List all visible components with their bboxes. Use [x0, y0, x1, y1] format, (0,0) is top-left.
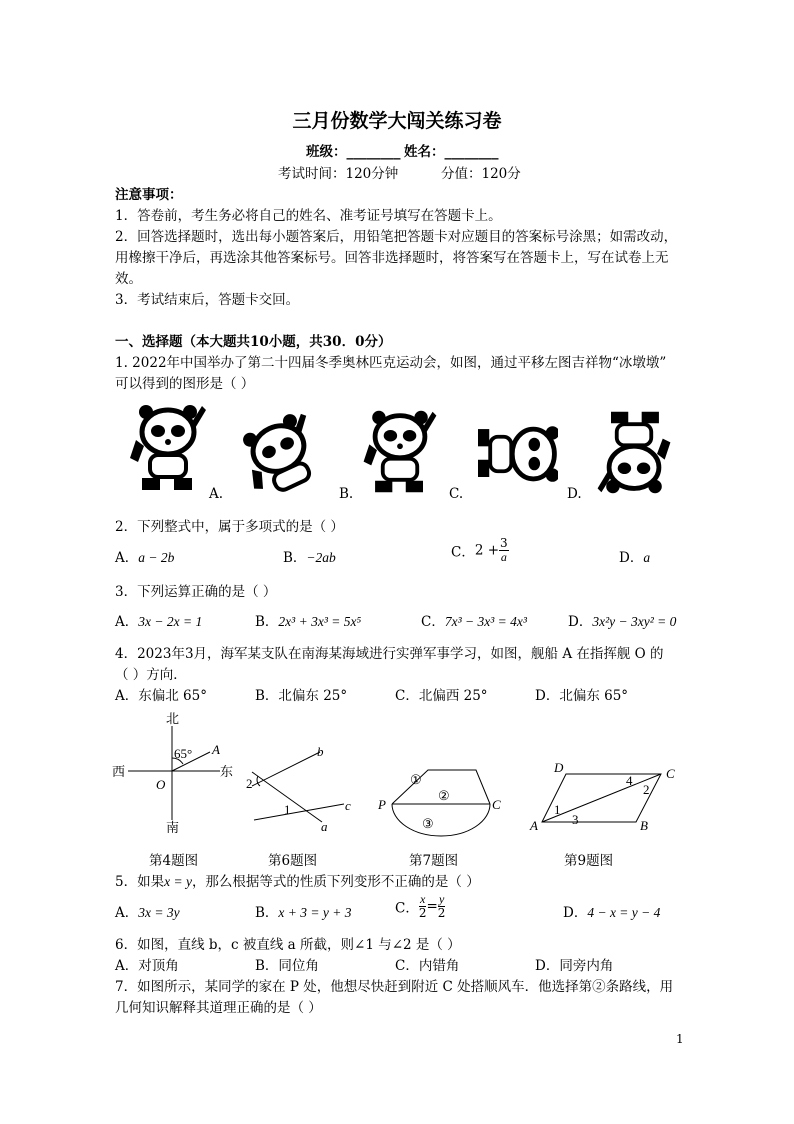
fig7-route-1: ① [410, 772, 422, 787]
note-item-2-line3: 效。 [115, 271, 142, 287]
fig4-south: 南 [166, 820, 180, 835]
fig4-origin: O [156, 777, 166, 792]
q3-option-c[interactable]: C．7x³ − 3x³ = 4x³ [421, 614, 527, 630]
q4-option-c[interactable]: C．北偏西 25° [395, 688, 488, 704]
q2-option-a[interactable]: A．a − 2b [115, 550, 175, 566]
note-item-3: 3．考试结束后，答题卡交回。 [115, 292, 300, 308]
q6-option-c[interactable]: C．内错角 [395, 958, 460, 974]
q6-option-a[interactable]: A．对顶角 [115, 958, 179, 974]
notes-heading: 注意事项： [115, 187, 183, 203]
q7-stem-line2: 几何知识解释其道理正确的是（ ） [115, 1000, 322, 1016]
fig4-angle: 65° [174, 746, 193, 761]
exam-score: 分值：120分 [441, 166, 521, 182]
figure-9-caption: 第9题图 [564, 853, 614, 869]
figure-7-routes [372, 762, 512, 840]
figure-6-caption: 第6题图 [268, 853, 318, 869]
q6-option-b[interactable]: B．同位角 [255, 958, 319, 974]
panda-option-a-image [236, 408, 326, 500]
name-field: 姓名：________ [404, 144, 499, 160]
fig6-angle-1: 1 [284, 802, 291, 817]
fig4-east: 东 [220, 764, 234, 779]
figure-4-caption: 第4题图 [149, 853, 199, 869]
fig4-point-a: A [212, 742, 220, 757]
panda-option-c-image [478, 408, 558, 500]
q1-stem-line2: 可以得到的图形是（ ） [115, 376, 255, 392]
q7-stem-line1: 7．如图所示，某同学的家在 P 处，他想尽快赶到附近 C 处搭顺风车．他选择第②条路线，用 [115, 979, 674, 995]
q5-stem: 5．如果x = y，那么根据等式的性质下列变形不正确的是（ ） [115, 874, 480, 890]
panda-original-image [128, 400, 208, 496]
q3-option-a[interactable]: A．3x − 2x = 1 [115, 614, 203, 630]
q1-option-c[interactable]: C. [449, 486, 464, 502]
q1-option-b[interactable]: B. [339, 486, 354, 502]
q6-option-d[interactable]: D．同旁内角 [535, 958, 614, 974]
note-item-2-line1: 2．回答选择题时，选出每小题答案后，用铅笔把答题卡对应题目的答案标号涂黑；如需改动， [115, 229, 678, 245]
fig6-line-c: c [345, 798, 351, 813]
fig9-point-d: D [554, 762, 564, 775]
fig9-angle-3: 3 [572, 812, 579, 827]
q3-option-d[interactable]: D．3x²y − 3xy² = 0 [568, 614, 677, 630]
fig4-north: 北 [166, 711, 180, 726]
q2-stem: 2．下列整式中，属于多项式的是（ ） [115, 519, 344, 535]
fig9-angle-1: 1 [554, 802, 561, 817]
q1-stem-line1: 1. 2022年中国举办了第二十四届冬季奥林匹克运动会，如图，通过平移左图吉祥物“冰墩墩” [115, 355, 667, 371]
q5-option-b[interactable]: B．x + 3 = y + 3 [255, 905, 352, 921]
page-title: 三月份数学大闯关练习卷 [292, 110, 502, 132]
figure-4-compass [110, 708, 240, 838]
fig7-point-c: C [492, 797, 501, 812]
q3-option-b[interactable]: B．2x³ + 3x³ = 5x⁵ [255, 614, 362, 630]
section-heading: 一、选择题（本大题共10小题，共30．0分） [115, 334, 392, 350]
q4-option-a[interactable]: A．东偏北 65° [115, 688, 207, 704]
fig4-west: 西 [112, 764, 126, 779]
exam-time: 考试时间：120分钟 [278, 166, 399, 182]
q5-option-c[interactable]: C． $\frac{x}{2}$ = $\frac{y}{2}$ [395, 892, 446, 920]
fig9-angle-2: 2 [643, 782, 650, 797]
fig7-route-2: ② [438, 788, 450, 803]
fig7-route-3: ③ [422, 816, 434, 831]
fig6-line-a: a [321, 819, 328, 834]
fig9-point-a: A [530, 818, 538, 833]
fig6-line-b: b [317, 744, 324, 759]
fig9-point-b: B [640, 818, 648, 833]
q4-option-d[interactable]: D．北偏东 65° [535, 688, 629, 704]
q2-option-b[interactable]: B．−2ab [283, 550, 336, 566]
fig7-point-p: P [378, 797, 386, 812]
q4-stem-line1: 4．2023年3月，海军某支队在南海某海域进行实弹军事学习，如图，舰船 A 在指挥舰 O 的 [115, 646, 664, 662]
q5-option-a[interactable]: A．3x = 3y [115, 905, 180, 921]
q4-option-b[interactable]: B．北偏东 25° [255, 688, 348, 704]
note-item-2-line2: 用橡擦干净后，再选涂其他答案标号。回答非选择题时，将答案写在答题卡上，写在试卷上无 [115, 250, 669, 266]
q1-option-d[interactable]: D. [567, 486, 582, 502]
q5-option-d[interactable]: D．4 − x = y − 4 [563, 905, 661, 921]
page-number: 1 [676, 1032, 684, 1046]
note-item-1: 1．答卷前，考生务必将自己的姓名、准考证号填写在答题卡上。 [115, 208, 502, 224]
fig6-angle-2: 2 [246, 776, 253, 791]
q1-option-a[interactable]: A. [209, 486, 224, 502]
q6-stem: 6．如图，直线 b，c 被直线 a 所截，则∠1 与∠2 是（ ） [115, 937, 461, 953]
class-field: 班级：________ [306, 144, 401, 160]
panda-option-d-image [594, 406, 674, 498]
panda-option-b-image [360, 406, 440, 498]
q2-option-d[interactable]: D．a [619, 550, 651, 566]
figure-6-lines [242, 742, 362, 834]
fig9-angle-4: 4 [626, 773, 633, 788]
q3-stem: 3．下列运算正确的是（ ） [115, 584, 277, 600]
q4-stem-line2: （ ）方向． [115, 667, 187, 683]
figure-9-parallelogram [526, 762, 686, 836]
figure-7-caption: 第7题图 [409, 853, 459, 869]
q2-option-c[interactable]: C．2 + $\frac{3}{a}$ [451, 536, 508, 564]
fig9-point-c: C [666, 766, 675, 781]
